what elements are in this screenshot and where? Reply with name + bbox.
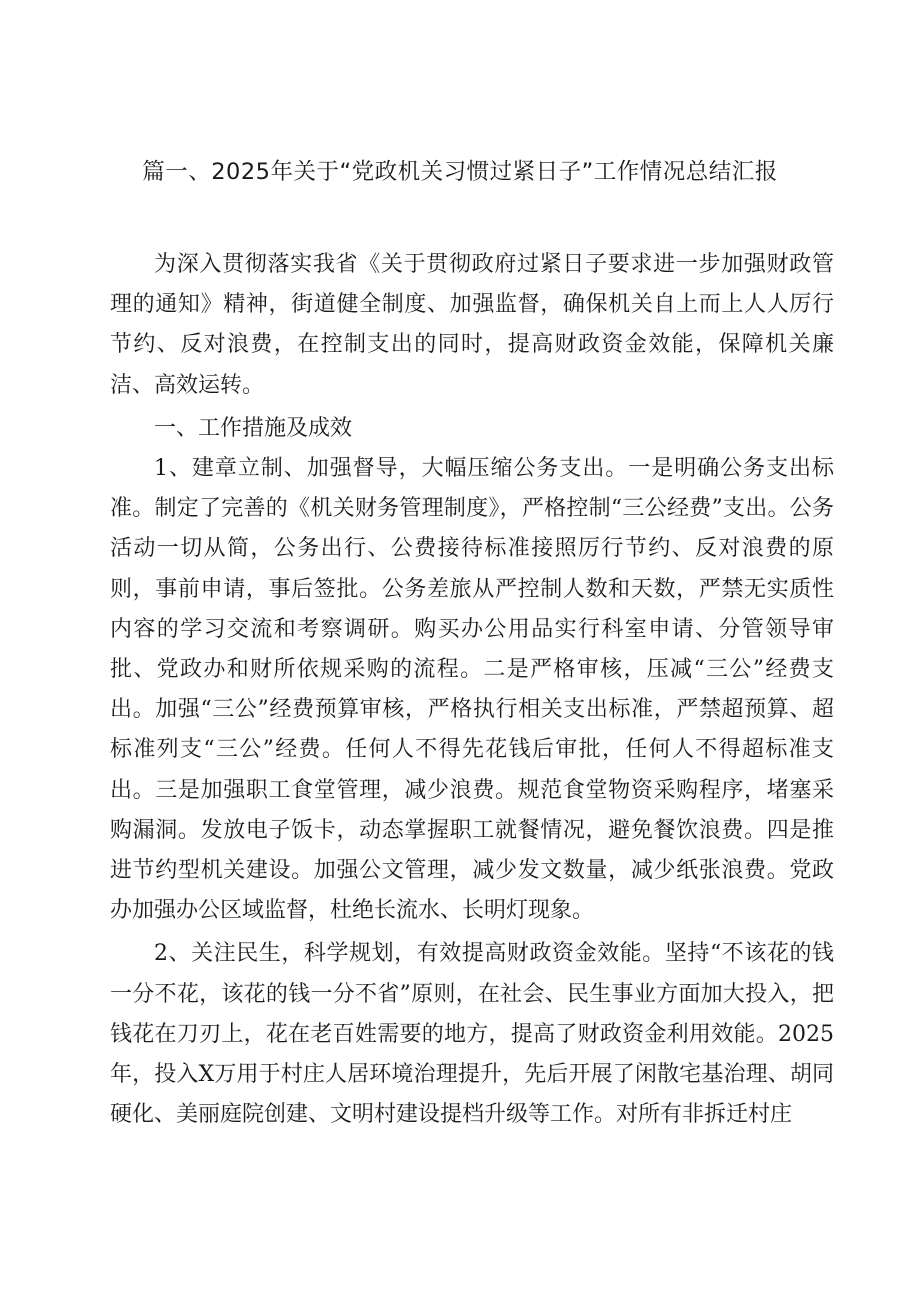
section-heading: 一、工作措施及成效 [154, 415, 353, 441]
paragraph-1: 1、建章立制、加强督导，大幅压缩公务支出。一是明确公务支出标准。制定了完善的《机关财务管理制度》，严格控制“三公经费”支出。公务活动一切从简，公务出行、公费接待标准接照厉行节约、反对浪费的原则，事前申请，事后签批。公务差旅从严控制人数和天数，严禁无实质性内容的学习交流和考察调研。购买办公用品实行科室申请、分管领导审批、党政办和财所依规采购的流程。二是严格审核，压减“三公”经费支出。加强“三公”经费预算审核，严格执行相关支出标准，严禁超预算、超标准列支“三公”经费。任何人不得先花钱后审批，任何人不得超标准支出。三是加强职工食堂管理，减少浪费。规范食堂物资采购程序，堵塞采购漏洞。发放电子饭卡，动态掌握职工就餐情况，避免餐饮浪费。四是推进节约型机关建设。加强公文管理，减少发文数量，减少纸张浪费。党政办加强办公区域监督，杜绝长流水、长明灯现象。 [110, 456, 834, 924]
paragraph-2: 2、关注民生，科学规划，有效提高财政资金效能。坚持“不该花的钱一分不花，该花的钱一分不省”原则，在社会、民生事业方面加大投入，把钱花在刀刃上，花在老百姓需要的地方，提高了财政资金利用效能。2025年，投入X万用于村庄人居环境治理提升，先后开展了闲散宅基治理、胡同硬化、美丽庭院创建、文明村建设提档升级等工作。对所有非拆迁村庄 [110, 941, 834, 1128]
document-title: 篇一、2025年关于“党政机关习惯过紧日子”工作情况总结汇报 [142, 159, 778, 185]
intro-paragraph: 为深入贯彻落实我省《关于贯彻政府过紧日子要求进一步加强财政管理的通知》精神，街道健全制度、加强监督，确保机关自上而上人人厉行节约、反对浪费，在控制支出的同时，提高财政资金效能，保障机关廉洁、高效运转。 [110, 252, 834, 398]
document-body [110, 245, 834, 1135]
